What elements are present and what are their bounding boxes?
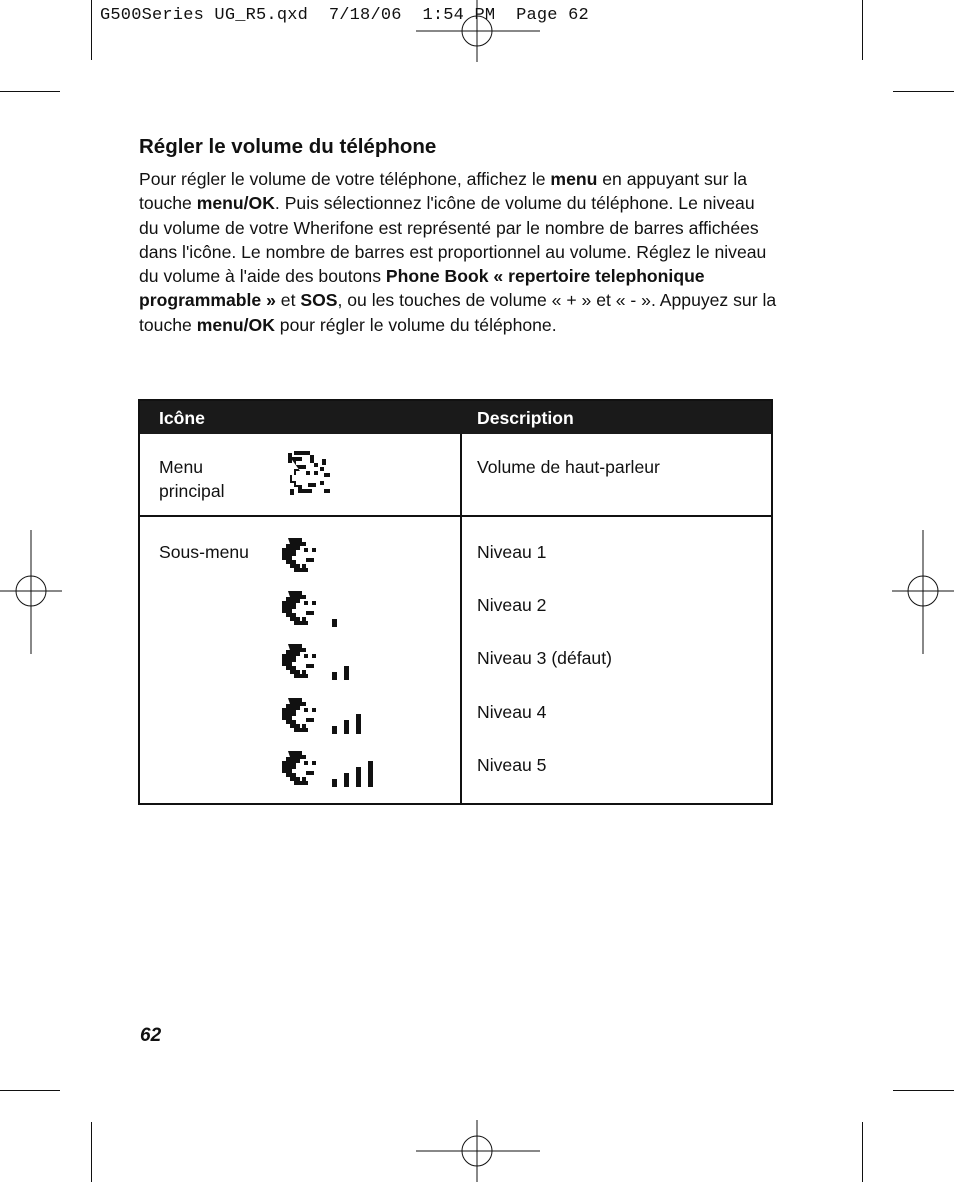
text-run: pour régler le volume du téléphone. [274,314,557,335]
header-icon-column: Icône [159,408,205,428]
volume-bar [368,761,373,787]
registration-mark-right [892,530,954,654]
row-divider [140,515,771,517]
text-run: et [275,290,301,311]
registration-mark-bottom [416,1120,540,1182]
volume-face-icon [280,747,390,793]
registration-mark-left [0,530,62,654]
volume-bar [344,666,349,680]
submenu-label: Sous-menu [159,542,249,562]
volume-bar [332,672,337,680]
text-run: en appuyant sur la touche [139,169,748,214]
print-slug: G500Series UG_R5.qxd 7/18/06 1:54 PM Page 62 [100,6,589,25]
volume-bar [332,619,337,627]
header-description-column: Description [477,408,574,428]
volume-face-icon [280,534,390,580]
body-paragraph [139,167,779,337]
volume-bar [332,726,337,734]
volume-bar [344,773,349,787]
level-description: Niveau 4 [477,701,547,722]
volume-table [138,399,773,805]
section-title: Régler le volume du téléphone [139,135,437,158]
text-run: Pour régler le volume de votre téléphone, affichez le [139,169,551,189]
volume-bar [356,767,361,787]
page-number: 62 [140,1025,162,1046]
bold-term: menu/OK [196,314,275,335]
table-header [140,401,771,434]
main-menu-description: Volume de haut-parleur [477,457,660,477]
volume-face-icon [280,587,390,633]
bold-term: SOS [300,290,338,311]
volume-bar [332,779,337,787]
level-description: Niveau 5 [477,754,547,775]
volume-face-icon [280,640,390,686]
level-description: Niveau 2 [477,595,547,616]
volume-face-icon [280,694,390,740]
bold-term: menu [550,169,598,189]
column-divider [460,434,462,805]
volume-bar [356,714,361,734]
text-run: . Puis sélectionnez l'icône de volume du téléphone. Le niveau du volume de votre Wherifone est représenté par le nombre de barres affichées dans l'icône. Le nombre de barres est proportionnel au volume. Réglez le niveau du volume à l'aide des boutons [139,193,767,287]
level-description: Niveau 3 (défaut) [477,648,612,669]
speaker-face-icon [284,451,334,499]
text-run: , ou les touches de volume « + » et « - ». Appuyez sur la touche [139,290,777,335]
volume-bar [344,720,349,734]
main-menu-label: Menu principal [159,457,225,501]
level-description: Niveau 1 [477,542,547,562]
registration-mark-top [416,0,540,62]
bold-term: Phone Book « repertoire telephonique programmable » [139,266,705,311]
bold-term: menu/OK [196,193,275,214]
